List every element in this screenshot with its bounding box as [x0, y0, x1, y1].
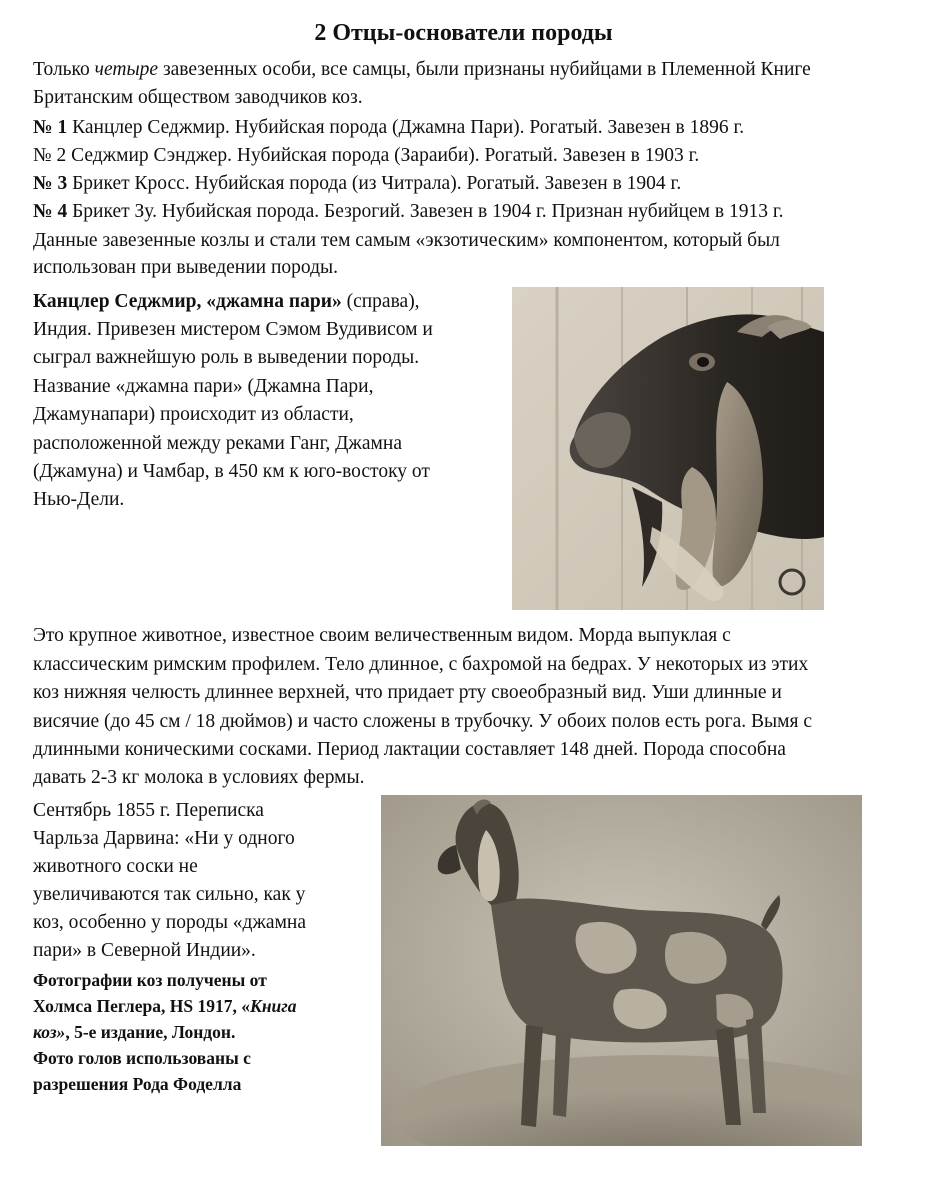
credit-text: Холмса Пеглера, HS 1917, « — [33, 996, 250, 1016]
goat-head-photo — [512, 287, 824, 610]
founder-number: № 3 — [33, 173, 68, 194]
founder-text: Канцлер Седжмир. Нубийская порода (Джамна Пари). Рогатый. Завезен в 1896 г. — [67, 117, 745, 138]
page-title: 2 Отцы-основатели породы — [314, 20, 613, 46]
caption-1-line: Название «джамна пари» (Джамна Пари, — [33, 376, 374, 397]
founder-item-3 — [33, 172, 681, 196]
intro-text: Только — [33, 59, 95, 80]
intro-line-2: Британским обществом заводчиков коз. — [33, 87, 363, 108]
description-line: классическим римским профилем. Тело длинное, с бахромой на бедрах. У некоторых из этих — [33, 654, 809, 675]
description-line: давать 2-3 кг молока в условиях фермы. — [33, 767, 365, 788]
description-line: коз нижняя челюсть длиннее верхней, что придает рту своеобразный вид. Уши длинные и — [33, 682, 782, 703]
founder-number: № 2 — [33, 145, 67, 166]
founder-item-4 — [33, 200, 784, 224]
caption-1-line: Индия. Привезен мистером Сэмом Вудивисом и — [33, 319, 433, 340]
caption-1-rest: (справа), — [341, 291, 420, 312]
caption-2-line: Сентябрь 1855 г. Переписка — [33, 800, 264, 821]
caption-2-line: коз, особенно у породы «джамна — [33, 912, 307, 933]
caption-1-line: (Джамуна) и Чамбар, в 450 км к юго-востоку от — [33, 461, 430, 482]
summary-line-2: использован при выведении породы. — [33, 257, 338, 278]
description-line: Это крупное животное, известное своим величественным видом. Морда выпуклая с — [33, 625, 731, 646]
caption-1-line: расположенной между реками Ганг, Джамна — [33, 433, 402, 454]
caption-1-line: Нью-Дели. — [33, 489, 125, 510]
founder-text: Брикет Кросс. Нубийская порода (из Читрала). Рогатый. Завезен в 1904 г. — [67, 173, 682, 194]
photo-credit-line — [33, 993, 296, 1019]
caption-1-line: Джамунапари) происходит из области, — [33, 404, 354, 425]
caption-2-line: животного соски не — [33, 856, 198, 877]
founder-text: Седжмир Сэнджер. Нубийская порода (Зараиби). Рогатый. Завезен в 1903 г. — [66, 145, 700, 166]
credit-text: , 5-е издание, Лондон. — [65, 1022, 236, 1042]
founder-number: № 1 — [33, 117, 68, 138]
intro-line-1 — [33, 58, 811, 82]
photo-credit-line: Фотографии коз получены от — [33, 970, 267, 990]
caption-1-line-1 — [33, 288, 420, 317]
description-line: висячие (до 45 см / 18 дюймов) и часто сложены в трубочку. У обоих полов есть рога. Вымя с — [33, 711, 812, 732]
caption-2-line: увеличиваются так сильно, как у — [33, 884, 306, 905]
founder-item-2 — [33, 144, 699, 168]
credit-book-title: Книга — [249, 996, 297, 1016]
goat-full-illustration — [381, 795, 862, 1146]
caption-1-bold: Канцлер Седжмир, «джамна пари» — [33, 291, 342, 312]
description-line: длинными коническими сосками. Период лактации составляет 148 дней. Порода способна — [33, 739, 786, 760]
goat-full-photo — [381, 795, 862, 1146]
founder-item-1 — [33, 116, 744, 140]
photo-credit-line: разрешения Рода Фоделла — [33, 1074, 242, 1094]
intro-emphasis: четыре — [94, 59, 159, 80]
photo-credit-line — [33, 1019, 235, 1045]
intro-text: завезенных особи, все самцы, были признаны нубийцами в Племенной Книге — [158, 59, 811, 80]
founder-number: № 4 — [33, 201, 68, 222]
founder-text: Брикет Зу. Нубийская порода. Безрогий. Завезен в 1904 г. Признан нубийцем в 1913 г. — [67, 201, 784, 222]
caption-1-line: сыграл важнейшую роль в выведении породы. — [33, 347, 420, 368]
caption-2-line: Чарльза Дарвина: «Ни у одного — [33, 828, 295, 849]
photo-credit-line: Фото голов использованы с — [33, 1048, 251, 1068]
credit-book-title: коз» — [33, 1022, 66, 1042]
caption-2-line: пари» в Северной Индии». — [33, 940, 256, 961]
goat-head-illustration — [512, 287, 824, 610]
summary-line-1: Данные завезенные козлы и стали тем самым «экзотическим» компонентом, который был — [33, 230, 780, 251]
